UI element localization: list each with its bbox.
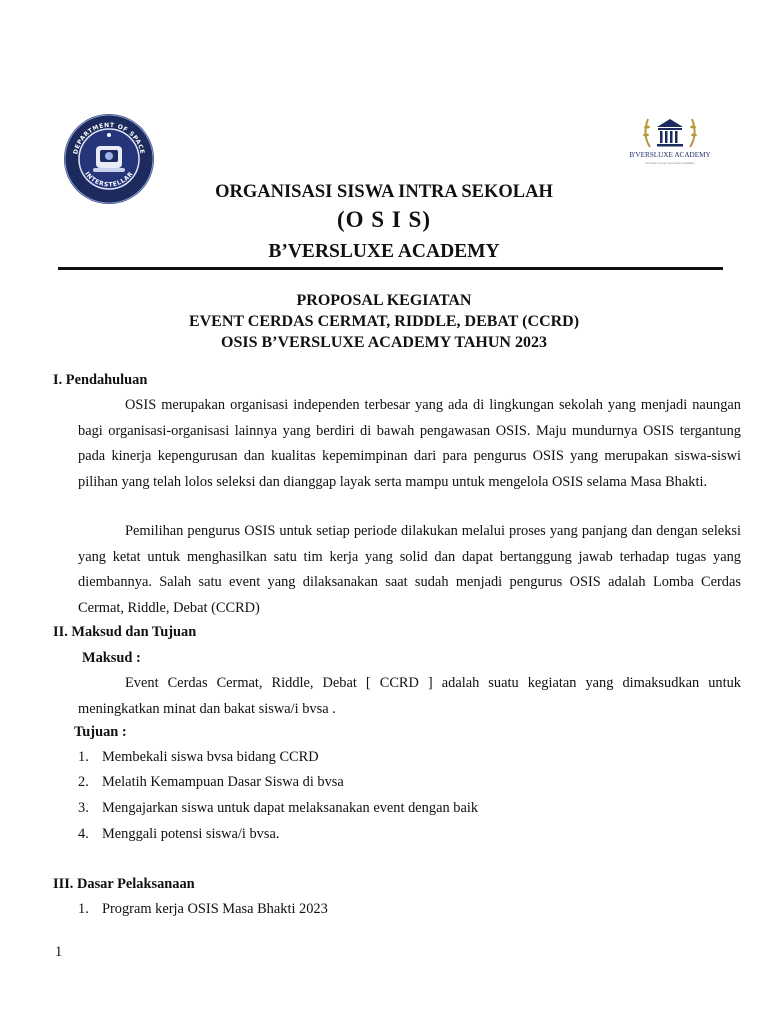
org-name: ORGANISASI SISWA INTRA SEKOLAH (215, 182, 553, 202)
list-text: Program kerja OSIS Masa Bhakti 2023 (102, 901, 328, 917)
list-number: 1. (78, 901, 89, 917)
org-acronym: (O S I S) (337, 207, 431, 232)
maksud-label: Maksud : (82, 650, 141, 666)
school-name: B’VERSLUXE ACADEMY (268, 241, 500, 262)
list-text: Mengajarkan siswa untuk dapat melaksanakan event dengan baik (102, 800, 479, 816)
tujuan-list-item (78, 800, 478, 817)
logo-tagline-text: Kemitraan menuju masa depan pendidikan (645, 162, 695, 165)
event-year-title: OSIS B’VERSLUXE ACADEMY TAHUN 2023 (221, 334, 547, 351)
list-number: 2. (78, 774, 89, 790)
page-number: 1 (55, 944, 63, 960)
list-text: Melatih Kemampuan Dasar Siswa di bvsa (102, 774, 344, 790)
maksud-text: Event Cerdas Cermat, Riddle, Debat [ CCRD ] adalah suatu kegiatan yang dimaksudkan untuk meningkatkan minat dan bakat siswa/i bvsa . (78, 675, 741, 717)
list-number: 3. (78, 800, 89, 816)
pendahuluan-paragraph-1-text: OSIS merupakan organisasi independen terbesar yang ada di lingkungan sekolah yang menjadi naungan bagi organisasi-organisasi lainnya yang berdiri di bawah pengawasan OSIS. Maju mundurnya OSIS tergantung pada kinerja kepengurusan dan kualitas kepemimpinan dari para pengurus OSIS yang merupakan siswa-siswi pilihan yang telah lolos seleksi dan dianggap layak serta mampu untuk mengelola OSIS selama Masa Bhakti. (78, 397, 741, 490)
dasar-list-item (78, 901, 328, 918)
pendahuluan-paragraph-2-text: Pemilihan pengurus OSIS untuk setiap periode dilakukan melalui proses yang panjang dan dengan seleksi yang ketat untuk menghasilkan satu tim kerja yang solid dan dapat bertanggung jawab terhadap tugas yang diembannya. Salah satu event yang dilaksanakan saat sudah menjadi pengurus OSIS adalah Lomba Cerdas Cermat, Riddle, Debat (CCRD) (78, 523, 741, 616)
logo-ring-bottom-text: INTERSTELLAR (83, 170, 135, 189)
event-title: EVENT CERDAS CERMAT, RIDDLE, DEBAT (CCRD) (188, 313, 580, 330)
tujuan-list-item (78, 826, 279, 843)
list-number: 1. (78, 749, 89, 765)
section-pendahuluan-heading: I. Pendahuluan (53, 372, 148, 388)
tujuan-list-item (78, 749, 319, 766)
logo-brand-text: B'VERSLUXE ACADEMY (629, 151, 711, 159)
bversluxe-academy-logo (620, 113, 720, 177)
maksud-paragraph (78, 671, 741, 722)
tujuan-list-item (78, 774, 344, 791)
list-number: 4. (78, 826, 89, 842)
pendahuluan-paragraph-1 (78, 393, 741, 495)
tujuan-label: Tujuan : (74, 724, 127, 740)
pendahuluan-paragraph-2 (78, 519, 741, 621)
section-maksud-tujuan-heading: II. Maksud dan Tujuan (53, 624, 197, 640)
section-dasar-pelaksanaan-heading: III. Dasar Pelaksanaan (53, 876, 195, 892)
header-divider (58, 267, 723, 270)
proposal-title: PROPOSAL KEGIATAN (296, 292, 472, 309)
list-text: Menggali potensi siswa/i bvsa. (102, 826, 280, 842)
logo-ring-top-text: DEPARTMENT OF SPACE (72, 121, 146, 155)
list-text: Membekali siswa bvsa bidang CCRD (102, 749, 319, 765)
